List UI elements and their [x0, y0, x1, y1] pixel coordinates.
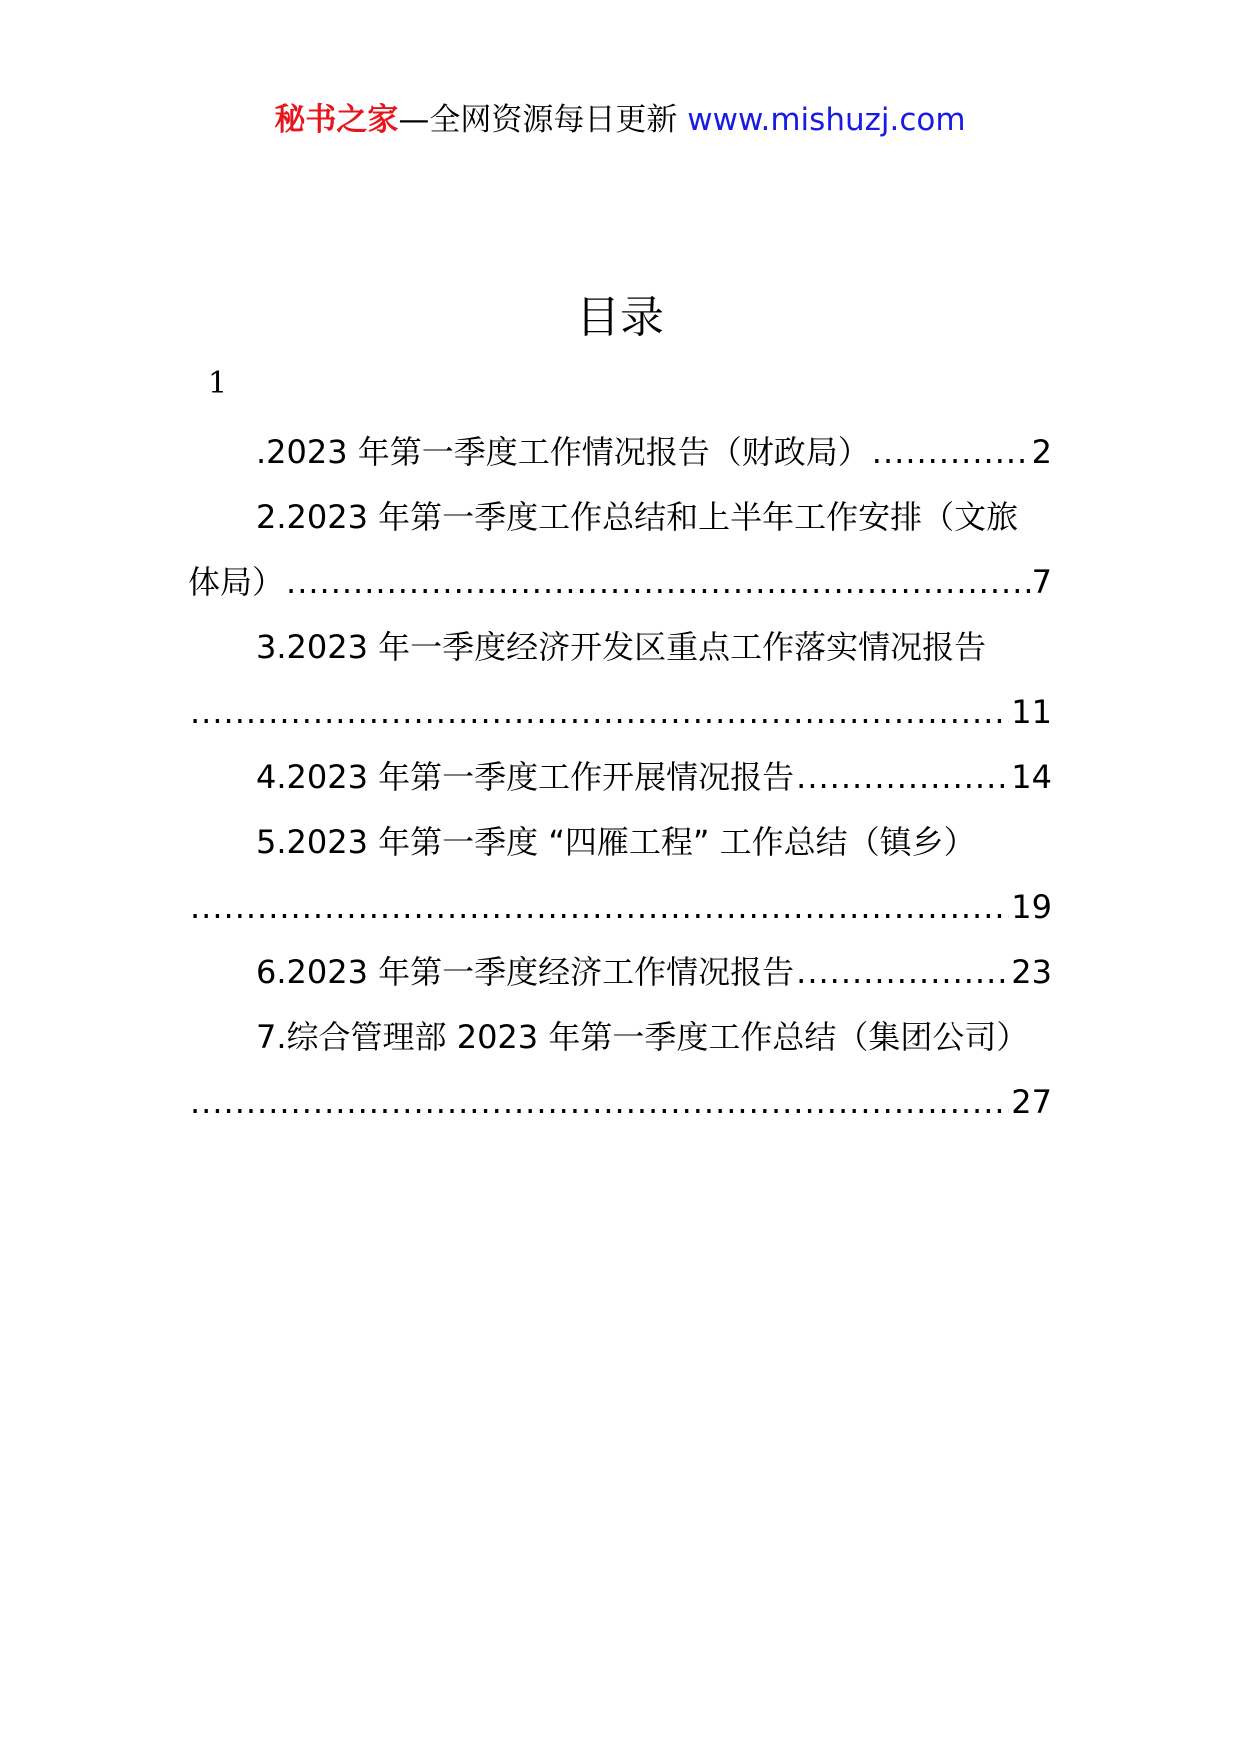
toc-entry-title: 7.综合管理部 2023 年第一季度工作总结（集团公司）: [256, 1018, 1029, 1056]
toc-entry-2-line-1[interactable]: [188, 485, 1052, 550]
brand-name: 秘书之家: [274, 102, 399, 138]
toc-entry-1[interactable]: [188, 420, 1052, 485]
dot-leader: [190, 1070, 1009, 1135]
toc-page-number: 27: [1011, 1083, 1052, 1121]
toc-entry-title: .2023 年第一季度工作情况报告（财政局）: [256, 433, 870, 471]
toc-page-number: 7: [1031, 563, 1052, 601]
header-banner: [0, 100, 1240, 140]
table-of-contents: [188, 420, 1052, 1135]
toc-entry-7-line-2[interactable]: [188, 1070, 1052, 1135]
stray-number: 1: [208, 366, 228, 401]
page-title: 目录: [576, 292, 664, 343]
dot-leader: [190, 875, 1009, 940]
toc-page-number: 11: [1011, 693, 1052, 731]
dot-leader: [872, 420, 1030, 485]
dot-leader: [796, 940, 1009, 1005]
toc-page-number: 2: [1031, 433, 1052, 471]
dot-leader: [286, 550, 1030, 615]
website-link[interactable]: www.mishuzj.com: [687, 102, 966, 138]
toc-entry-title: 3.2023 年一季度经济开发区重点工作落实情况报告: [256, 628, 987, 666]
toc-entry-5-line-1[interactable]: [188, 810, 1052, 875]
header-tagline: —全网资源每日更新: [398, 102, 678, 138]
toc-entry-2-line-2[interactable]: [188, 550, 1052, 615]
toc-entry-title-continued: 体局）: [188, 563, 285, 601]
toc-page-number: 14: [1011, 758, 1052, 796]
toc-entry-title: 2.2023 年第一季度工作总结和上半年工作安排（文旅: [256, 498, 1019, 536]
toc-entry-4[interactable]: [188, 745, 1052, 810]
toc-entry-title: 4.2023 年第一季度工作开展情况报告: [256, 758, 795, 796]
toc-entry-3-line-1[interactable]: [188, 615, 1052, 680]
dot-leader: [796, 745, 1009, 810]
toc-entry-5-line-2[interactable]: [188, 875, 1052, 940]
toc-entry-6[interactable]: [188, 940, 1052, 1005]
toc-entry-title: 6.2023 年第一季度经济工作情况报告: [256, 953, 795, 991]
toc-entry-7-line-1[interactable]: [188, 1005, 1052, 1070]
toc-entry-3-line-2[interactable]: [188, 680, 1052, 745]
dot-leader: [190, 680, 1009, 745]
toc-page-number: 23: [1011, 953, 1052, 991]
toc-page-number: 19: [1011, 888, 1052, 926]
toc-entry-title: 5.2023 年第一季度 “四雁工程” 工作总结（镇乡）: [256, 823, 976, 861]
